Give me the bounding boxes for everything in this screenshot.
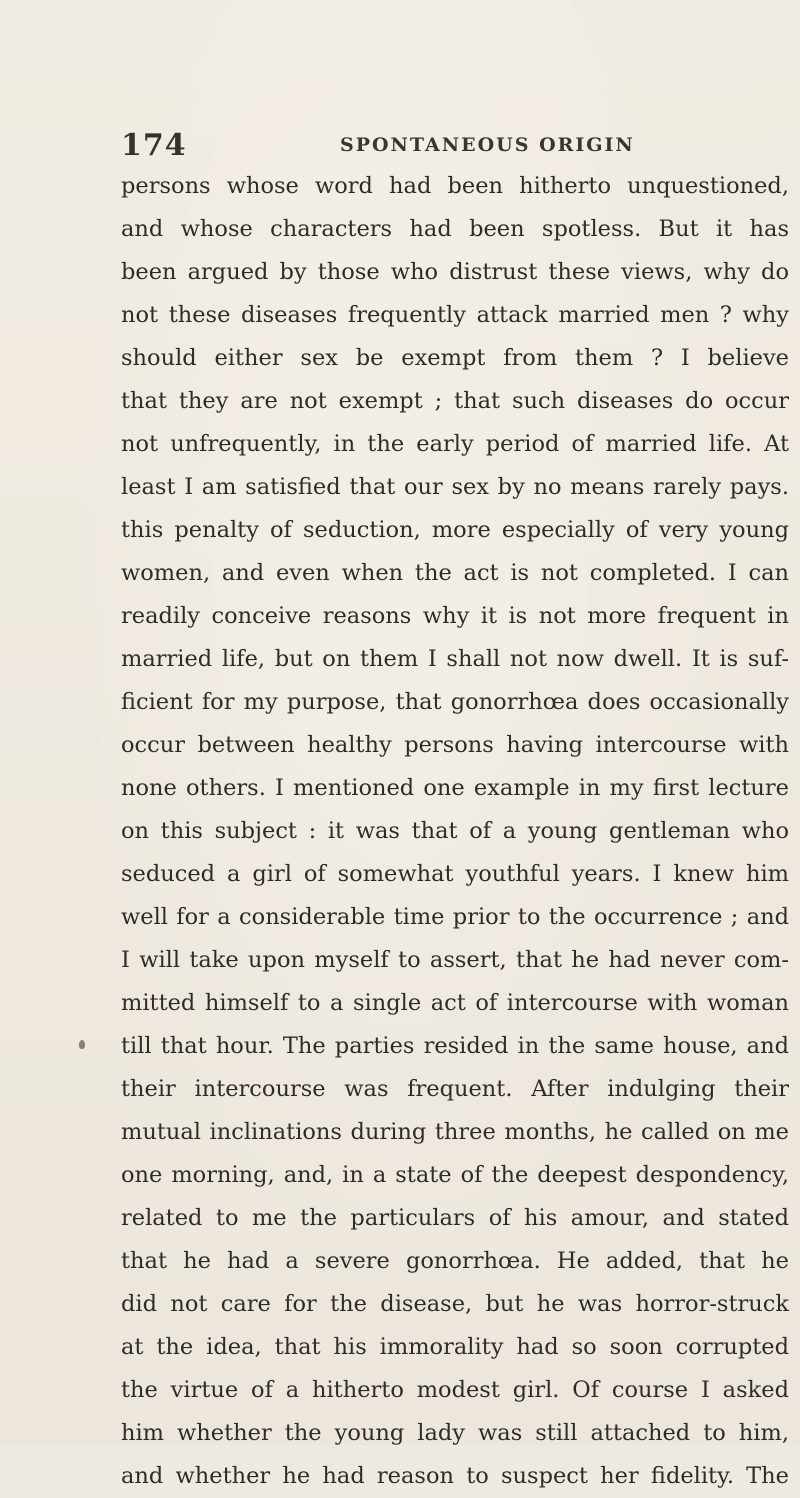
text-line: been argued by those who distrust these views, why do <box>121 259 789 285</box>
text-line: seduced a girl of somewhat youthful years. I knew him <box>121 861 789 887</box>
text-line: this penalty of seduction, more especially of very young <box>121 517 789 543</box>
text-line: that he had a severe gonorrhœa. He added, that he <box>121 1248 789 1274</box>
text-line: and whose characters had been spotless. But it has <box>121 216 789 242</box>
text-line: women, and even when the act is not completed. I can <box>121 560 789 586</box>
text-line: at the idea, that his immorality had so soon corrupted <box>121 1334 789 1360</box>
text-line: I will take upon myself to assert, that he had never com- <box>121 947 789 973</box>
text-line: related to me the particulars of his amour, and stated <box>121 1205 789 1231</box>
ink-speck <box>79 1040 85 1049</box>
page-number: 174 <box>121 128 187 163</box>
text-line: and whether he had reason to suspect her fidelity. The <box>121 1463 789 1489</box>
body-text <box>121 165 789 1498</box>
text-line: on this subject : it was that of a young gentleman who <box>121 818 789 844</box>
text-line: persons whose word had been hitherto unquestioned, <box>121 173 789 199</box>
text-line: married life, but on them I shall not now dwell. It is suf- <box>121 646 789 672</box>
text-line: ficient for my purpose, that gonorrhœa does occasionally <box>121 689 789 715</box>
text-line: least I am satisfied that our sex by no means rarely pays. <box>121 474 789 500</box>
text-line: mitted himself to a single act of intercourse with woman <box>121 990 789 1016</box>
text-line: occur between healthy persons having intercourse with <box>121 732 789 758</box>
text-line: well for a considerable time prior to the occurrence ; and <box>121 904 789 930</box>
page-header <box>121 128 741 162</box>
text-line: the virtue of a hitherto modest girl. Of course I asked <box>121 1377 789 1403</box>
text-line: mutual inclinations during three months, he called on me <box>121 1119 789 1145</box>
text-line: readily conceive reasons why it is not more frequent in <box>121 603 789 629</box>
text-line: should either sex be exempt from them ? I believe <box>121 345 789 371</box>
text-line: till that hour. The parties resided in the same house, and <box>121 1033 789 1059</box>
text-line: did not care for the disease, but he was horror-struck <box>121 1291 789 1317</box>
text-line: one morning, and, in a state of the deepest despondency, <box>121 1162 789 1188</box>
text-line: none others. I mentioned one example in my first lecture <box>121 775 789 801</box>
text-line: their intercourse was frequent. After indulging their <box>121 1076 789 1102</box>
text-line: not these diseases frequently attack married men ? why <box>121 302 789 328</box>
text-line: not unfrequently, in the early period of married life. At <box>121 431 789 457</box>
running-head: SPONTANEOUS ORIGIN <box>340 134 635 156</box>
text-line: that they are not exempt ; that such diseases do occur <box>121 388 789 414</box>
text-line: him whether the young lady was still attached to him, <box>121 1420 789 1446</box>
